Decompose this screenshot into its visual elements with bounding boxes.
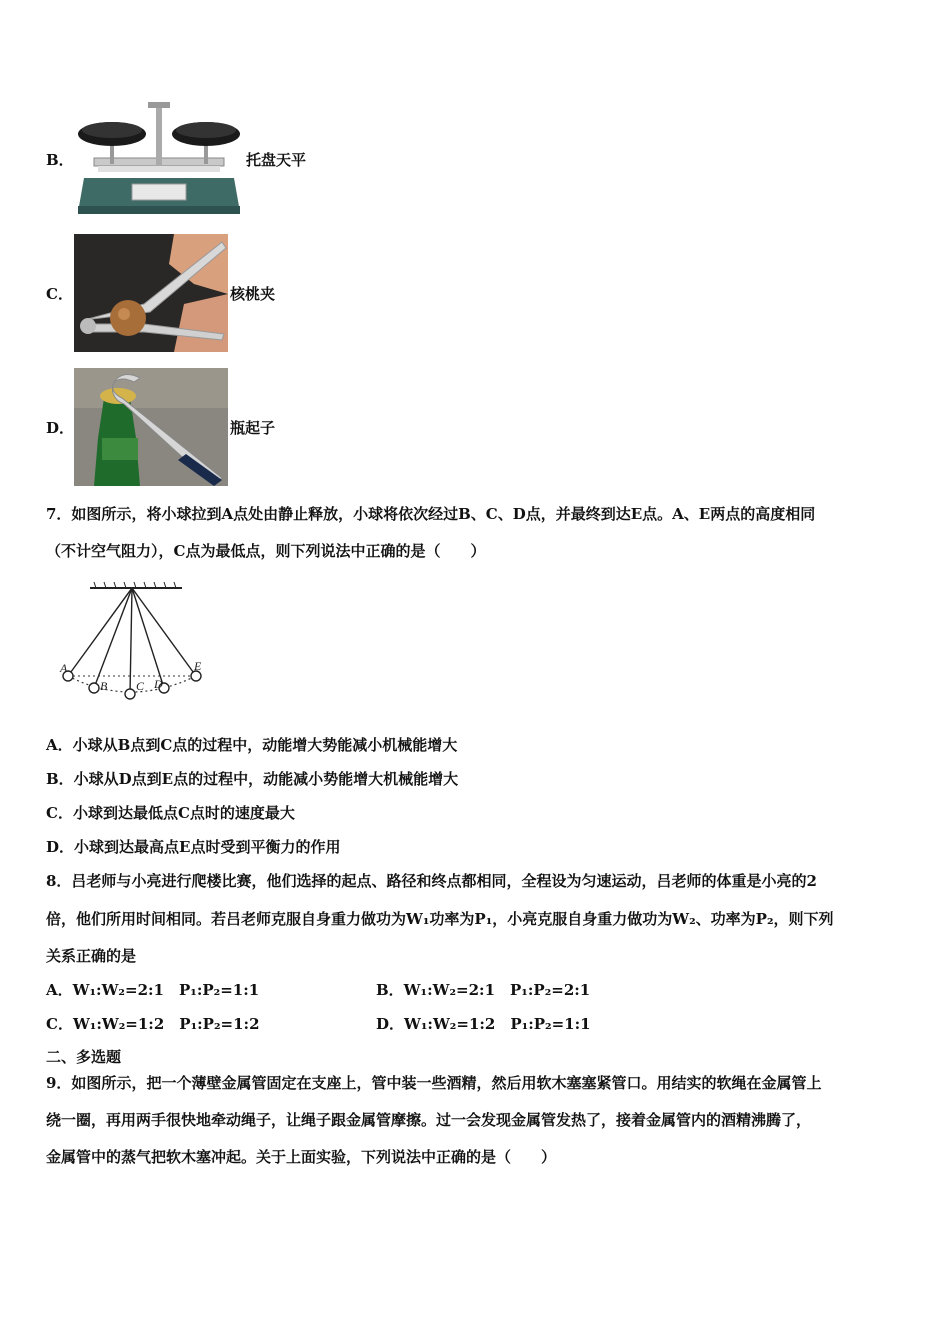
option-letter: B． [46, 150, 74, 169]
q9-stem-line3: 金属管中的蒸气把软木塞冲起。关于上面实验，下列说法中正确的是（ ） [46, 1148, 557, 1166]
option-caption: 核桃夹 [230, 284, 276, 303]
q8-stem-line1: 8．吕老师与小亮进行爬楼比赛，他们选择的起点、路径和终点都相同，全程设为匀速运动，吕老师的体重是小亮的2 [46, 872, 817, 890]
q7-stem-line2: （不计空气阻力），C点为最低点，则下列说法中正确的是（ ） [46, 542, 486, 560]
label-e: E [194, 659, 202, 673]
q9-stem-line1: 9．如图所示，把一个薄壁金属管固定在支座上，管中装一些酒精，然后用软木塞塞紧管口。用结实的软绳在金属管上 [46, 1074, 822, 1092]
option-letter: C． [46, 284, 73, 303]
q7-option-c: C．小球到达最低点C点时的速度最大 [46, 804, 295, 822]
q8-option-a: A．W₁:W₂=2:1 P₁:P₂=1:1 [46, 981, 260, 999]
q7-stem-line1: 7．如图所示，将小球拉到A点处由静止释放，小球将依次经过B、C、D点，并最终到达E点。A、E两点的高度相同 [46, 505, 816, 523]
label-d: D [154, 677, 163, 691]
option-c-row [46, 234, 275, 352]
label-a: A [60, 661, 68, 675]
q9-stem-line2: 绕一圈，再用两手很快地牵动绳子，让绳子跟金属管摩擦。过一会发现金属管发热了，接着金属管内的酒精沸腾了， [46, 1111, 812, 1129]
q7-option-a: A．小球从B点到C点的过程中，动能增大势能减小机械能增大 [46, 736, 458, 754]
option-d-row [46, 368, 275, 486]
option-letter: D． [46, 418, 75, 437]
bottle-opener-photo [74, 368, 228, 486]
q7-option-b: B．小球从D点到E点的过程中，动能减小势能增大机械能增大 [46, 770, 459, 788]
q8-option-c: C．W₁:W₂=1:2 P₁:P₂=1:2 [46, 1015, 260, 1033]
q8-stem-line2: 倍，他们所用时间相同。若吕老师克服自身重力做功为W₁功率为P₁，小亮克服自身重力做功为W₂、功率为P₂，则下列 [46, 910, 834, 928]
option-caption: 托盘天平 [246, 150, 307, 169]
section-multi-choice: 二、多选题 [46, 1048, 122, 1066]
q8-option-b: B．W₁:W₂=2:1 P₁:P₂=2:1 [376, 981, 591, 999]
option-caption: 瓶起子 [230, 418, 276, 437]
q8-stem-line3: 关系正确的是 [46, 947, 137, 965]
balance-scale-photo [74, 100, 244, 218]
q7-option-d: D．小球到达最高点E点时受到平衡力的作用 [46, 838, 341, 856]
pendulum-figure [56, 578, 216, 708]
label-b: B [100, 679, 108, 693]
label-c: C [136, 679, 145, 693]
nutcracker-photo [74, 234, 228, 352]
option-b-row [46, 100, 306, 218]
q8-option-d: D．W₁:W₂=1:2 P₁:P₂=1:1 [376, 1015, 591, 1033]
